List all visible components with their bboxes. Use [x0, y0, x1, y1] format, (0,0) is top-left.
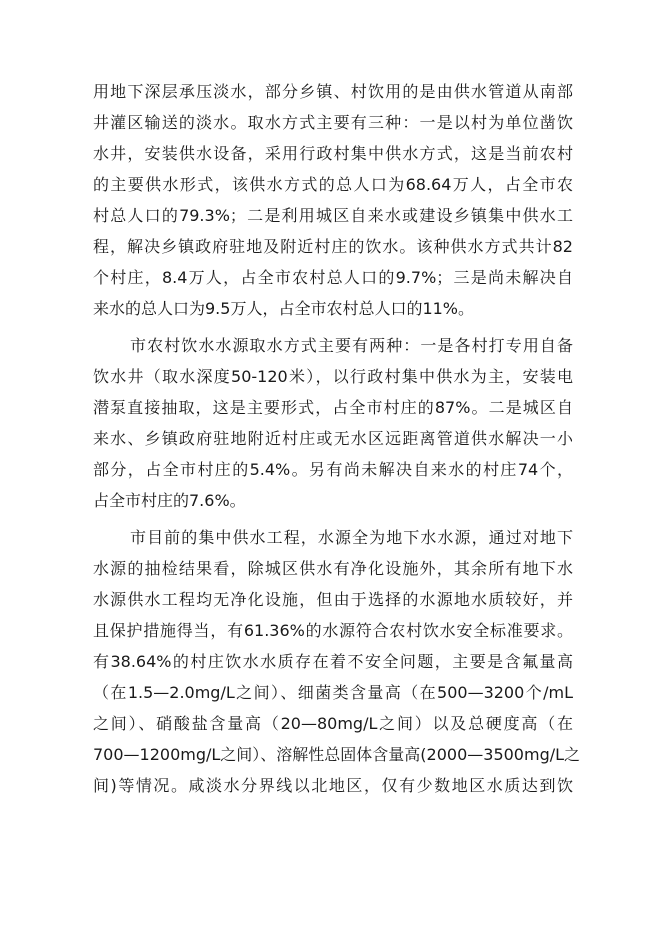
text-line: 市农村饮水水源取水方式主要有两种：一是各村打专用自备	[130, 336, 573, 355]
text-line: 且保护措施得当，有61.36%的水源符合农村饮水安全标准要求。	[93, 621, 573, 640]
text-line: 的主要供水形式，该供水方式的总人口为68.64万人，占全市农	[93, 175, 573, 194]
text-line: 潜泵直接抽取，这是主要形式，占全市村庄的87%。二是城区自	[93, 398, 573, 417]
text-line: 有38.64%的村庄饮水水质存在着不安全问题，主要是含氟量高	[93, 652, 573, 671]
text-line: 占全市村庄的7.6%。	[93, 491, 246, 510]
text-line: （在1.5—2.0mg/L之间）、细菌类含量高（在500—3200个/mL	[93, 683, 573, 702]
text-line: 700—1200mg/L之间）、溶解性总固体含量高(2000—3500mg/L之	[93, 745, 581, 764]
text-line: 井灌区输送的淡水。取水方式主要有三种：一是以村为单位凿饮	[93, 113, 573, 132]
text-line: 之间）、硝酸盐含量高（20—80mg/L之间）以及总硬度高（在	[93, 714, 573, 733]
text-line: 水源供水工程均无净化设施，但由于选择的水源地水质较好，并	[93, 590, 573, 609]
text-line: 间)等情况。咸淡水分界线以北地区，仅有少数地区水质达到饮	[93, 776, 573, 795]
text-line: 来水、乡镇政府驻地附近村庄或无水区远距离管道供水解决一小	[93, 429, 573, 448]
paragraph-water-supply-overview	[93, 76, 573, 324]
paragraph-water-quality	[93, 522, 581, 801]
text-line: 市目前的集中供水工程，水源全为地下水水源，通过对地下	[130, 528, 573, 547]
text-line: 饮水井（取水深度50-120米），以行政村集中供水为主，安装电	[93, 367, 573, 386]
text-line: 用地下深层承压淡水，部分乡镇、村饮用的是由供水管道从南部	[93, 82, 573, 101]
text-line: 部分，占全市村庄的5.4%。另有尚未解决自来水的村庄74个，	[93, 460, 573, 479]
text-line: 水井，安装供水设备，采用行政村集中供水方式，这是当前农村	[93, 144, 573, 163]
text-line: 村总人口的79.3%；二是利用城区自来水或建设乡镇集中供水工	[93, 206, 573, 225]
body-text	[93, 76, 581, 801]
text-line: 程，解决乡镇政府驻地及附近村庄的饮水。该种供水方式共计82	[93, 237, 573, 256]
paragraph-intake-methods	[93, 330, 573, 516]
text-line: 水源的抽检结果看，除城区供水有净化设施外，其余所有地下水	[93, 559, 573, 578]
text-line: 个村庄，8.4万人，占全市农村总人口的9.7%；三是尚未解决自	[93, 268, 573, 287]
text-line: 来水的总人口为9.5万人，占全市农村总人口的11%。	[93, 299, 475, 318]
